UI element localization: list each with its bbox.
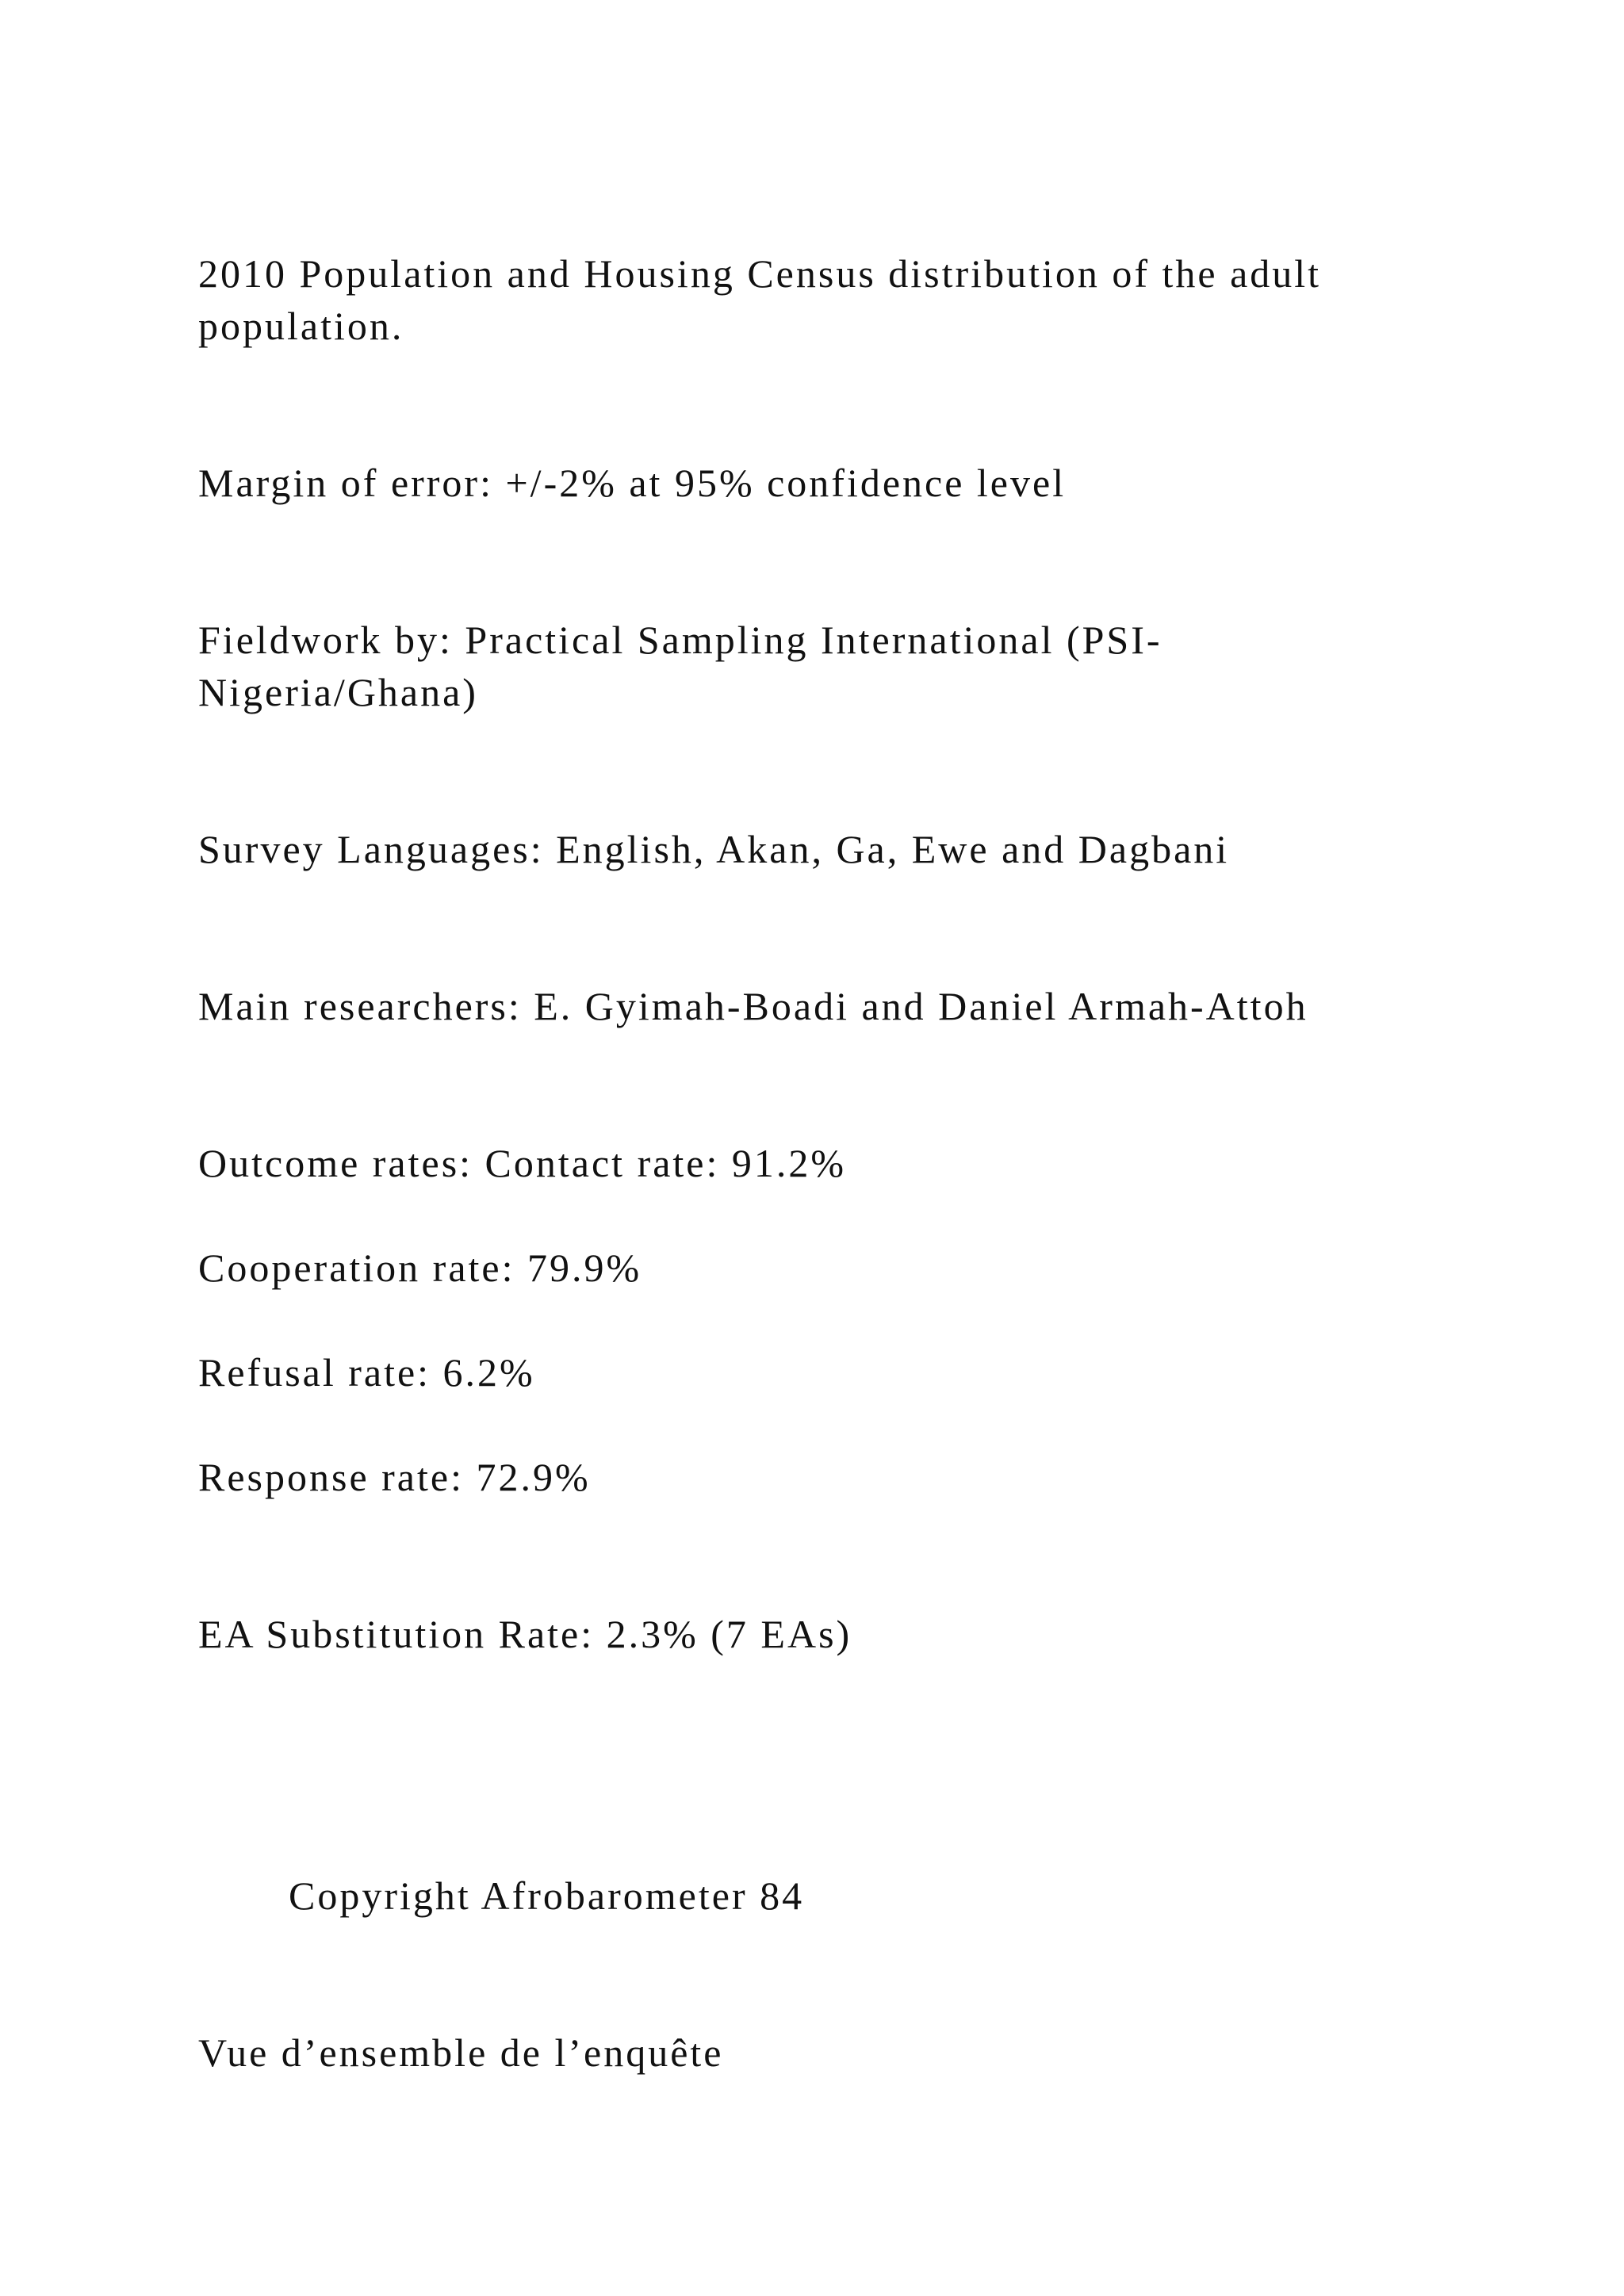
margin-of-error: Margin of error: +/-2% at 95% confidence level [198,461,1067,505]
fieldwork-line-2: Nigeria/Ghana) [198,670,478,714]
copyright-footer: Copyright Afrobarometer 84 [289,1873,805,1918]
survey-languages: Survey Languages: English, Akan, Ga, Ewe and Dagbani [198,827,1230,871]
census-distribution-line-2: population. [198,304,404,348]
cooperation-rate: Cooperation rate: 79.9% [198,1246,642,1290]
fieldwork-line-1: Fieldwork by: Practical Sampling International (PSI- [198,618,1162,662]
ea-substitution-rate: EA Substitution Rate: 2.3% (7 EAs) [198,1612,852,1656]
refusal-rate: Refusal rate: 6.2% [198,1350,535,1395]
response-rate: Response rate: 72.9% [198,1455,591,1499]
contact-rate: Outcome rates: Contact rate: 91.2% [198,1141,847,1185]
census-distribution-line-1: 2010 Population and Housing Census distribution of the adult [198,251,1322,296]
section-heading: Vue d’ensemble de l’enquête [198,2030,724,2075]
main-researchers: Main researchers: E. Gyimah-Boadi and Daniel Armah-Attoh [198,984,1308,1028]
